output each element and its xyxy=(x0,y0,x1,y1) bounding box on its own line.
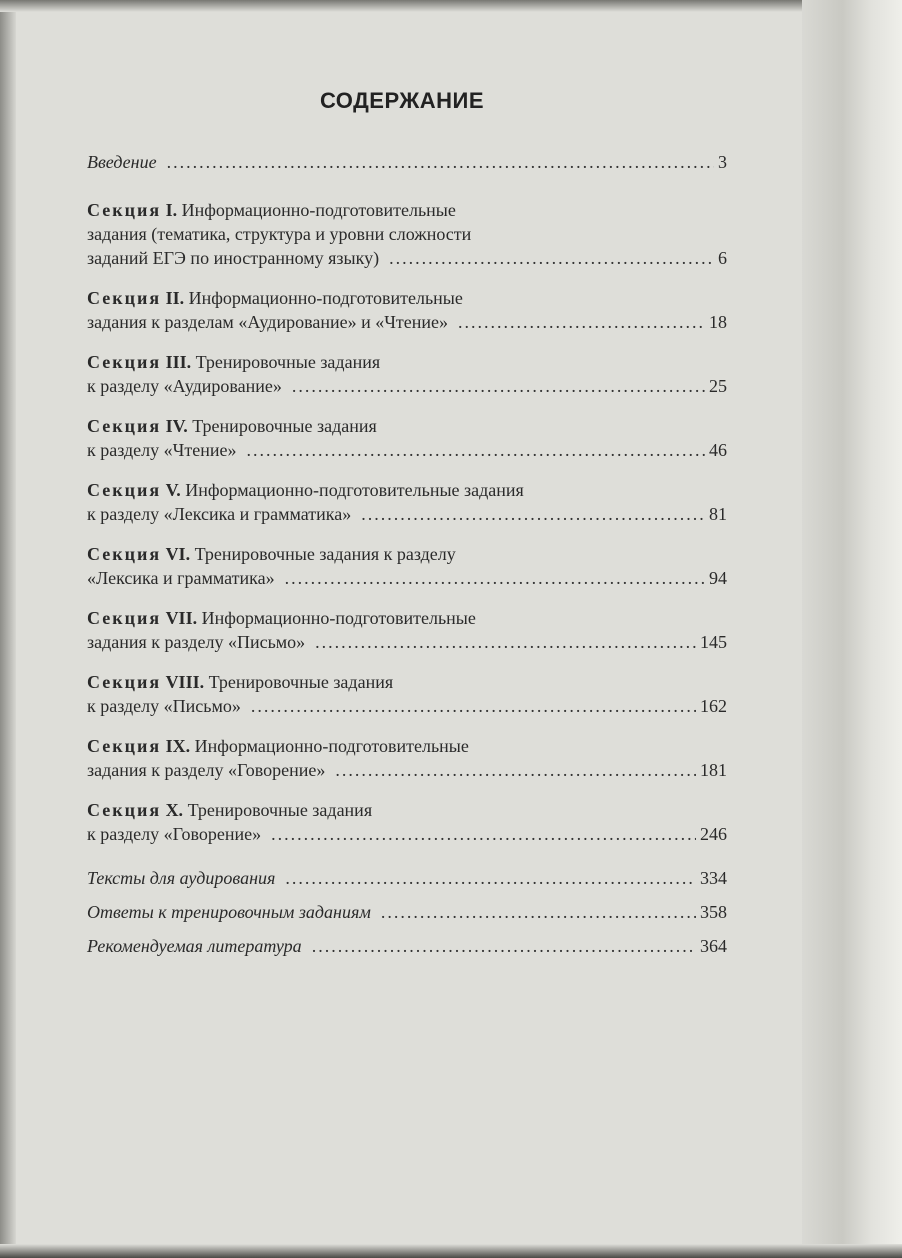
toc-entry-section-2 xyxy=(87,286,727,334)
toc-entry-listening-texts xyxy=(87,866,727,890)
section-keyword: Секция xyxy=(87,608,162,628)
toc-line xyxy=(87,542,727,566)
section-numeral: III. xyxy=(165,352,192,372)
page-number: 162 xyxy=(700,696,727,716)
dot-leader xyxy=(246,438,705,462)
toc-line xyxy=(87,606,727,630)
toc-line xyxy=(87,374,727,398)
toc-line-text: к разделу «Лексика и грамматика» xyxy=(87,504,352,524)
toc-line xyxy=(87,246,727,270)
toc-entry-section-3 xyxy=(87,350,727,398)
toc-line-text xyxy=(87,798,372,822)
page-number: 358 xyxy=(700,902,727,922)
section-numeral: X. xyxy=(165,800,184,820)
toc-line-text xyxy=(87,670,393,694)
toc-entry-section-5 xyxy=(87,478,727,526)
dot-leader xyxy=(361,502,705,526)
page-number: 181 xyxy=(700,760,727,780)
toc-line-text: Информационно-подготовительные xyxy=(181,200,456,220)
toc-line-text: Тренировочные задания к разделу xyxy=(194,544,456,564)
toc-line-text: Тренировочные задания xyxy=(192,416,377,436)
dot-leader xyxy=(292,374,705,398)
dot-leader xyxy=(271,822,696,846)
section-keyword: Секция xyxy=(87,200,162,220)
section-keyword: Секция xyxy=(87,480,162,500)
page-number: 6 xyxy=(718,248,727,268)
toc-line-text xyxy=(87,414,377,438)
toc-line-text: к разделу «Письмо» xyxy=(87,696,241,716)
toc-entry-section-10 xyxy=(87,798,727,846)
toc-line xyxy=(87,478,727,502)
dot-leader xyxy=(285,566,705,590)
toc-line xyxy=(87,694,727,718)
toc-line xyxy=(87,798,727,822)
toc-line xyxy=(87,438,727,462)
section-numeral: VI. xyxy=(165,544,191,564)
toc-line-text: «Лексика и грамматика» xyxy=(87,568,275,588)
toc-line-text: задания (тематика, структура и уровни сложности xyxy=(87,224,472,244)
toc-line-text xyxy=(87,542,456,566)
toc-line-text: к разделу «Чтение» xyxy=(87,440,237,460)
toc-line-text: Тренировочные задания xyxy=(195,352,381,372)
dot-leader xyxy=(389,246,714,270)
section-numeral: IX. xyxy=(165,736,191,756)
toc-line xyxy=(87,566,727,590)
section-keyword: Секция xyxy=(87,736,162,756)
toc-line-text: задания к разделу «Письмо» xyxy=(87,632,306,652)
toc-line xyxy=(87,758,727,782)
section-numeral: VIII. xyxy=(165,672,205,692)
section-numeral: VII. xyxy=(165,608,198,628)
dot-leader xyxy=(381,900,696,924)
page-number: 145 xyxy=(700,632,727,652)
toc-line xyxy=(87,822,727,846)
toc-line-text xyxy=(87,734,469,758)
section-keyword: Секция xyxy=(87,544,162,564)
toc-entry-section-8 xyxy=(87,670,727,718)
toc-entry-answers xyxy=(87,900,727,924)
dot-leader xyxy=(251,694,696,718)
toc-line xyxy=(87,502,727,526)
dot-leader xyxy=(315,630,696,654)
page-number: 81 xyxy=(709,504,727,524)
page-title: СОДЕРЖАНИЕ xyxy=(319,88,485,113)
dot-leader xyxy=(458,310,705,334)
toc-entry-section-1 xyxy=(87,198,727,270)
page-number: 18 xyxy=(709,312,727,332)
page-edge-shadow-left xyxy=(0,0,16,1258)
page-edge-shadow-right xyxy=(802,0,902,1258)
toc-line xyxy=(87,414,727,438)
toc-line-text: заданий ЕГЭ по иностранному языку) xyxy=(87,248,380,268)
toc-line xyxy=(87,630,727,654)
toc-entry-section-7 xyxy=(87,606,727,654)
section-keyword: Секция xyxy=(87,672,162,692)
page-number: 3 xyxy=(718,152,727,172)
toc-line xyxy=(87,350,727,374)
page-number: 246 xyxy=(700,824,727,844)
table-of-contents xyxy=(87,150,727,958)
page-number: 25 xyxy=(709,376,727,396)
toc-line-text: Тренировочные задания xyxy=(187,800,373,820)
toc-line xyxy=(87,310,727,334)
toc-line xyxy=(87,198,727,222)
toc-entry-recommended-literature xyxy=(87,934,727,958)
section-numeral: V. xyxy=(165,480,181,500)
toc-line-text: Информационно-подготовительные задания xyxy=(185,480,524,500)
section-keyword: Секция xyxy=(87,288,162,308)
section-keyword: Секция xyxy=(87,416,162,436)
toc-entry-section-4 xyxy=(87,414,727,462)
toc-line-text: к разделу «Аудирование» xyxy=(87,376,282,396)
toc-line-text: Информационно-подготовительные xyxy=(188,288,463,308)
toc-line xyxy=(87,866,727,890)
page-number: 94 xyxy=(709,568,727,588)
toc-entry-label: Ответы к тренировочным заданиям xyxy=(87,902,371,922)
toc-line xyxy=(87,734,727,758)
toc-line-text xyxy=(87,286,463,310)
toc-entry-section-9 xyxy=(87,734,727,782)
section-keyword: Секция xyxy=(87,800,162,820)
toc-line-text: Информационно-подготовительные xyxy=(194,736,469,756)
page-number: 364 xyxy=(700,936,727,956)
toc-line-text: задания к разделам «Аудирование» и «Чтение» xyxy=(87,312,449,332)
toc-line xyxy=(87,286,727,310)
section-keyword: Секция xyxy=(87,352,162,372)
toc-line xyxy=(87,670,727,694)
dot-leader xyxy=(312,934,696,958)
toc-entry-section-6 xyxy=(87,542,727,590)
section-numeral: I. xyxy=(165,200,178,220)
toc-line xyxy=(87,900,727,924)
section-numeral: II. xyxy=(165,288,185,308)
toc-line-text: Тренировочные задания xyxy=(208,672,394,692)
section-numeral: IV. xyxy=(165,416,188,436)
toc-line-text xyxy=(87,350,380,374)
toc-line xyxy=(87,222,727,246)
toc-line-text: Информационно-подготовительные xyxy=(201,608,476,628)
toc-entry-label: Рекомендуемая литература xyxy=(87,936,302,956)
page-number: 334 xyxy=(700,868,727,888)
toc-line-text xyxy=(87,198,456,222)
toc-line-text: задания к разделу «Говорение» xyxy=(87,760,326,780)
toc-line-text xyxy=(87,606,476,630)
dot-leader xyxy=(285,866,696,890)
toc-entry-label: Тексты для аудирования xyxy=(87,868,276,888)
toc-line-text: к разделу «Говорение» xyxy=(87,824,262,844)
page-edge-shadow-top xyxy=(0,0,902,12)
toc-entry-label: Введение xyxy=(87,152,157,172)
page-edge-shadow-bottom xyxy=(0,1244,902,1258)
page-number: 46 xyxy=(709,440,727,460)
dot-leader xyxy=(335,758,696,782)
toc-line-text xyxy=(87,478,524,502)
toc-line xyxy=(87,150,727,174)
dot-leader xyxy=(167,150,714,174)
toc-line xyxy=(87,934,727,958)
toc-entry-intro xyxy=(87,150,727,174)
